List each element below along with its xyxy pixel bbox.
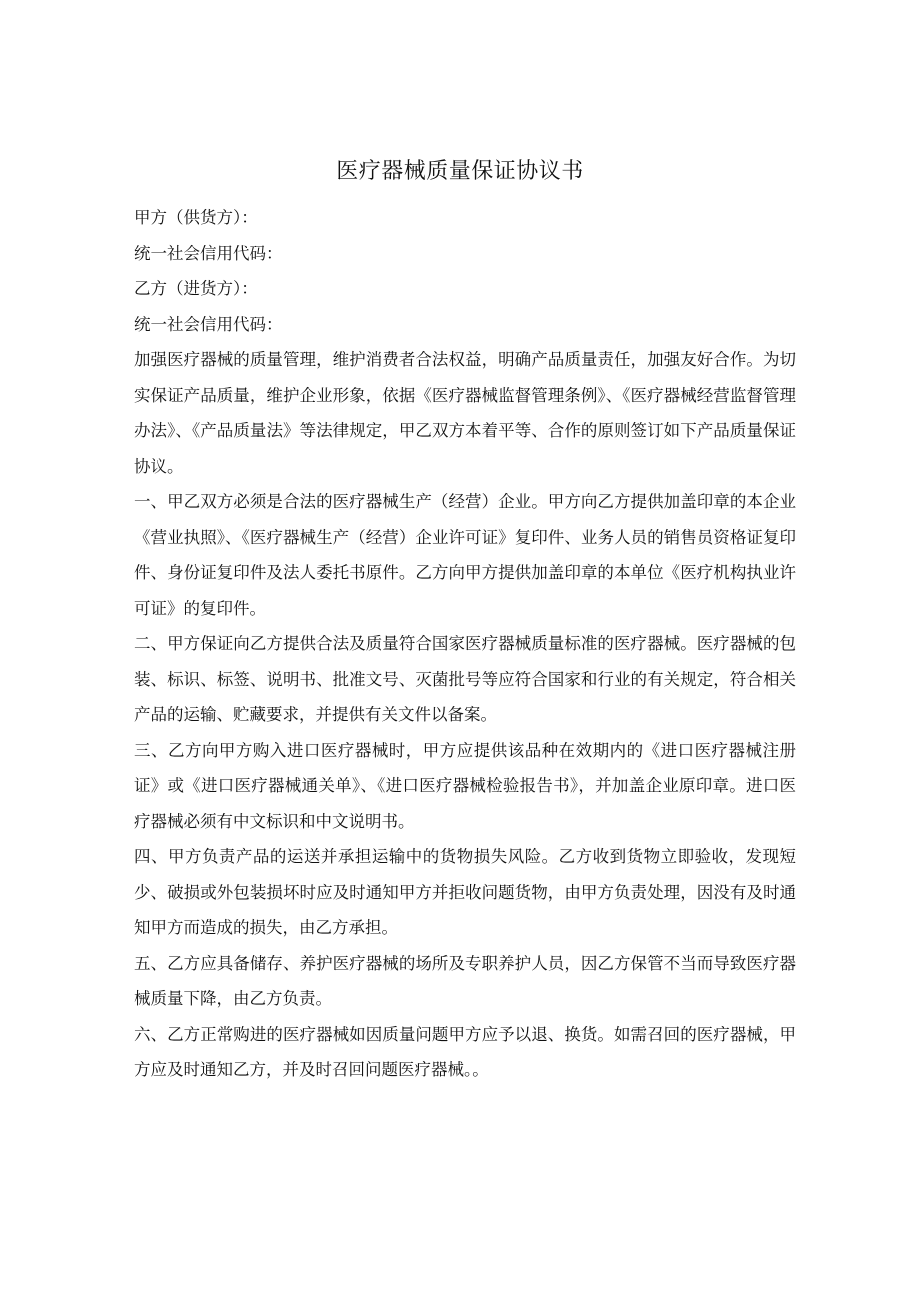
paragraph-clause-6: 六、乙方正常购进的医疗器械如因质量问题甲方应予以退、换货。如需召回的医疗器械，甲方应及时通知乙方，并及时召回问题医疗器械。。 xyxy=(134,1024,796,1079)
document-title: 医疗器械质量保证协议书 xyxy=(336,159,584,184)
party-a-credit-code-label: 统一社会信用代码： xyxy=(134,243,283,263)
party-a-label: 甲方（供货方）： xyxy=(134,208,258,227)
paragraph-clause-4: 四、甲方负责产品的运送并承担运输中的货物损失风险。乙方收到货物立即验收，发现短少、破损或外包装损坏时应及时通知甲方并拒收问题货物，由甲方负责处理，因没有及时通知甲方而造成的损失，由乙方承担。 xyxy=(134,847,796,937)
document-body xyxy=(134,200,796,1088)
paragraph-clause-3: 三、乙方向甲方购入进口医疗器械时，甲方应提供该品种在效期内的《进口医疗器械注册证》或《进口医疗器械通关单》、《进口医疗器械检验报告书》，并加盖企业原印章。进口医疗器械必须有中文标识和中文说明书。 xyxy=(134,740,796,831)
paragraph-clause-2: 二、甲方保证向乙方提供合法及质量符合国家医疗器械质量标准的医疗器械。医疗器械的包装、标识、标签、说明书、批准文号、灭菌批号等应符合国家和行业的有关规定，符合相关产品的运输、贮藏要求，并提供有关文件以备案。 xyxy=(134,634,796,724)
paragraph-preamble: 加强医疗器械的质量管理，维护消费者合法权益，明确产品质量责任，加强友好合作。为切实保证产品质量，维护企业形象，依据《医疗器械监督管理条例》、《医疗器械经营监督管理办法》、《产品质量法》等法律规定，甲乙双方本着平等、合作的原则签订如下产品质量保证协议。 xyxy=(134,350,796,476)
paragraph-clause-1: 一、甲乙双方必须是合法的医疗器械生产（经营）企业。甲方向乙方提供加盖印章的本企业《营业执照》、《医疗器械生产（经营）企业许可证》复印件、业务人员的销售员资格证复印件、身份证复印件及法人委托书原件。乙方向甲方提供加盖印章的本单位《医疗机构执业许可证》的复印件。 xyxy=(134,492,796,618)
party-b-credit-code-label: 统一社会信用代码： xyxy=(134,314,283,334)
party-b-label: 乙方（进货方）： xyxy=(134,279,258,298)
paragraph-clause-5: 五、乙方应具备储存、养护医疗器械的场所及专职养护人员，因乙方保管不当而导致医疗器械质量下降，由乙方负责。 xyxy=(134,953,796,1008)
